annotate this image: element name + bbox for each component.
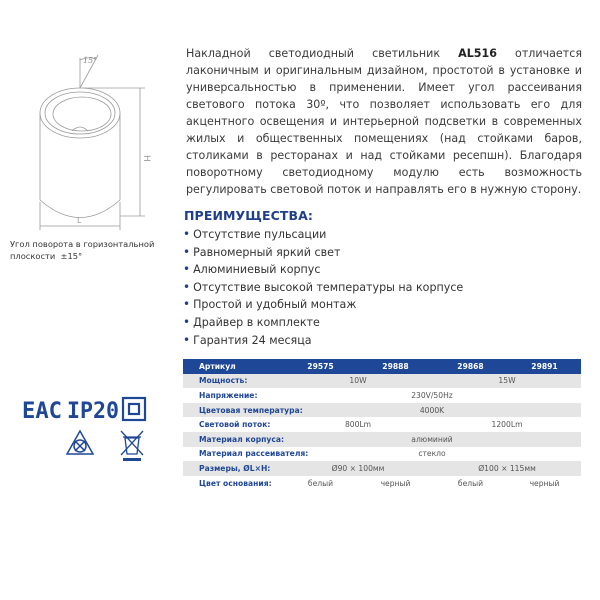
product-drawing: [20, 30, 170, 230]
bullet-icon: •: [183, 244, 191, 259]
benefit-item: [183, 314, 463, 332]
cell-value: 800Lm: [344, 420, 372, 430]
table-row-flux: [183, 417, 581, 432]
benefit-text: Отсутствие пульсации: [193, 228, 327, 241]
length-label: L: [77, 216, 82, 225]
benefits-list: [183, 226, 463, 349]
eac-mark: EAC: [22, 399, 63, 424]
header-sku: 29575: [283, 359, 358, 374]
table-row-voltage: [183, 388, 581, 403]
header-sku: 29891: [508, 359, 581, 374]
bullet-icon: •: [183, 314, 191, 329]
cylinder-bottom: [40, 200, 120, 218]
benefit-text: Алюминиевый корпус: [193, 263, 321, 277]
cylinder-top-outer: [40, 88, 120, 138]
benefit-item: [183, 261, 463, 279]
header-article: Артикул: [183, 359, 283, 374]
benefit-item: [183, 244, 463, 262]
row-label: Световой поток:: [199, 420, 271, 430]
class-ii-insulation-icon: [123, 398, 145, 420]
description-part-2: отличается лаконичным и оригинальным дизайном, простотой в установке и универсальностью в применении. Имеет угол рассеивания светового потока 30º, что позволяет использовать его для акцентного освещения и интерьерной подсветки в современных жилых и общественных помещениях (над стойками баров, столиками в ресторанах и над стойками ресепшн). Благодаря поворотному светодиодному модулю есть возможность регулировать световой поток и направлять его в нужную сторону.: [186, 47, 582, 196]
cell-value: Ø100 × 115мм: [433, 461, 581, 476]
cell-value: 1200Lm: [491, 420, 523, 430]
table-row-power: [183, 374, 581, 389]
cell-value: 10W: [283, 374, 433, 389]
height-label: H: [141, 155, 151, 162]
benefit-item: [183, 279, 463, 297]
cell-value: 15W: [433, 374, 581, 389]
row-label: Материал рассеивателя:: [199, 449, 309, 459]
angle-label: 15°: [83, 56, 98, 65]
caption-line-1: Угол поворота в горизонтальной: [10, 239, 155, 249]
description-part-1: Накладной светодиодный светильник: [186, 47, 459, 60]
bullet-icon: •: [183, 227, 191, 241]
cell-value: черный: [380, 478, 411, 488]
table-row-diffuser-material: [183, 447, 581, 462]
row-label: Материал корпуса:: [183, 432, 283, 447]
benefit-item: [183, 332, 463, 350]
ip-rating-mark: IP20: [67, 399, 119, 424]
triangle-mark-icon: [67, 431, 93, 454]
bullet-icon: •: [183, 332, 191, 347]
row-label: Цветовая температура:: [183, 403, 283, 418]
cell-value: Ø90 × 100мм: [283, 461, 433, 476]
header-sku: 29868: [433, 359, 508, 374]
table-row-base-color: [183, 476, 581, 491]
table-row-dimensions: [183, 461, 581, 476]
header-sku: 29888: [358, 359, 433, 374]
benefit-text: Простой и удобный монтаж: [193, 298, 357, 312]
benefit-text: Драйвер в комплекте: [193, 315, 320, 329]
row-label: Цвет основания:: [199, 478, 272, 488]
benefit-item: [183, 226, 463, 244]
benefit-item: [183, 296, 463, 314]
row-label: Размеры, ØL×H:: [183, 461, 283, 476]
bullet-icon: •: [183, 262, 191, 277]
benefit-text: Отсутствие высокой температуры на корпусе: [193, 280, 464, 294]
product-description: [186, 45, 582, 198]
cylinder-top-inner: [53, 97, 111, 131]
cell-value: белый: [307, 478, 334, 488]
drawing-caption: [10, 238, 180, 262]
row-label: Напряжение:: [199, 390, 258, 400]
cell-value: 230V/50Hz: [411, 390, 453, 400]
table-row-body-material: [183, 432, 581, 447]
cell-value: алюминий: [283, 432, 581, 447]
certification-marks: [20, 393, 170, 473]
cylinder-top-ring: [45, 92, 115, 134]
benefits-title: ПРЕИМУЩЕСТВА:: [184, 208, 314, 223]
benefit-text: Гарантия 24 месяца: [193, 333, 312, 347]
model-name: AL516: [458, 47, 497, 60]
caption-line-2: плоскости ±15°: [10, 251, 83, 261]
cell-value: черный: [529, 478, 560, 488]
cell-value: белый: [457, 478, 484, 488]
bullet-icon: •: [183, 279, 191, 294]
bullet-icon: •: [183, 297, 191, 312]
cell-value: стекло: [418, 449, 446, 459]
benefit-text: Равномерный яркий свет: [193, 245, 341, 259]
table-header-row: [183, 359, 581, 374]
spec-table: [183, 359, 581, 490]
table-row-color-temp: [183, 403, 581, 418]
cell-value: 4000K: [283, 403, 581, 418]
weee-bin-icon: [121, 431, 143, 461]
row-label: Мощность:: [183, 374, 283, 389]
